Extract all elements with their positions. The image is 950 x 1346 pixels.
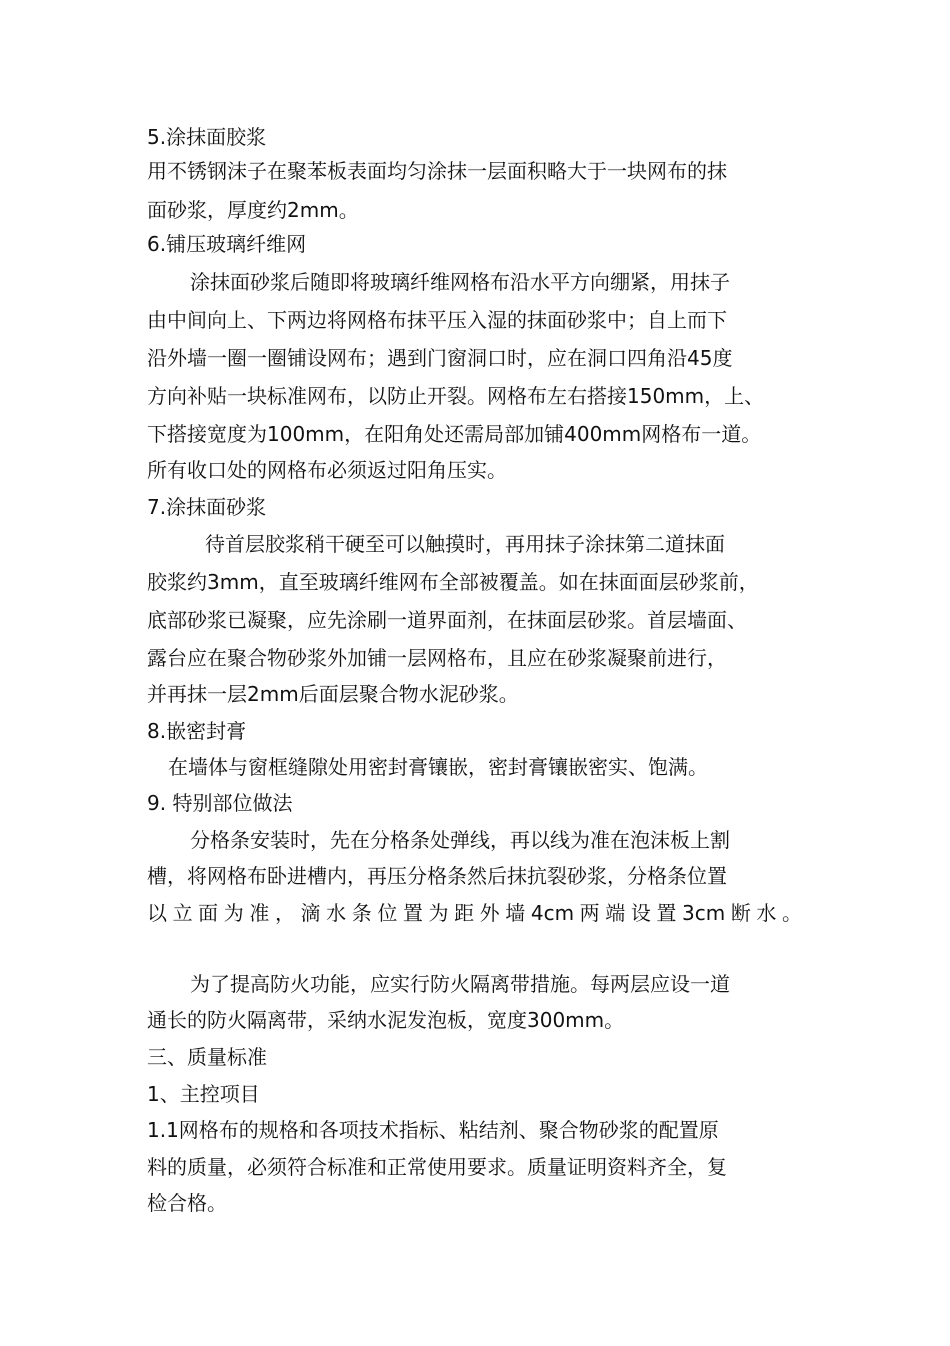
paragraph-line: 由中间向上、下两边将网格布抹平压入湿的抹面砂浆中；自上而下 bbox=[147, 308, 727, 332]
heading-5: 5.涂抹面胶浆 bbox=[147, 125, 267, 149]
subsection-heading: 1、主控项目 bbox=[147, 1082, 260, 1106]
paragraph-line: 面砂浆，厚度约2mm。 bbox=[147, 198, 359, 222]
paragraph-line: 并再抹一层2mm后面层聚合物水泥砂浆。 bbox=[147, 682, 519, 706]
paragraph-line: 涂抹面砂浆后随即将玻璃纤维网格布沿水平方向绷紧，用抹子 bbox=[190, 270, 730, 294]
paragraph-line: 检合格。 bbox=[147, 1191, 227, 1215]
section-heading-quality: 三、质量标准 bbox=[147, 1045, 267, 1069]
heading-6: 6.铺压玻璃纤维网 bbox=[147, 232, 307, 256]
paragraph-line: 待首层胶浆稍干硬至可以触摸时，再用抹子涂抹第二道抹面 bbox=[205, 532, 725, 556]
paragraph-line: 沿外墙一圈一圈铺设网布；遇到门窗洞口时，应在洞口四角沿45度 bbox=[147, 346, 733, 370]
paragraph-line: 下搭接宽度为100mm，在阳角处还需局部加铺400mm网格布一道。 bbox=[147, 422, 762, 446]
paragraph-line: 分格条安装时，先在分格条处弹线，再以线为准在泡沫板上割 bbox=[190, 828, 730, 852]
paragraph-line: 槽，将网格布卧进槽内，再压分格条然后抹抗裂砂浆，分格条位置 bbox=[147, 864, 727, 888]
paragraph-line: 所有收口处的网格布必须返过阳角压实。 bbox=[147, 458, 507, 482]
paragraph-line: 料的质量，必须符合标准和正常使用要求。质量证明资料齐全，复 bbox=[147, 1155, 727, 1179]
paragraph-line: 底部砂浆已凝聚，应先涂刷一道界面剂，在抹面层砂浆。首层墙面、 bbox=[147, 608, 747, 632]
heading-8: 8.嵌密封膏 bbox=[147, 719, 247, 743]
paragraph-line: 在墙体与窗框缝隙处用密封膏镶嵌，密封膏镶嵌密实、饱满。 bbox=[168, 755, 708, 779]
paragraph-line: 通长的防火隔离带，采纳水泥发泡板，宽度300mm。 bbox=[147, 1008, 625, 1032]
heading-9: 9. 特别部位做法 bbox=[147, 791, 293, 815]
paragraph-line: 露台应在聚合物砂浆外加铺一层网格布，且应在砂浆凝聚前进行， bbox=[147, 646, 727, 670]
paragraph-line: 胶浆约3mm，直至玻璃纤维网布全部被覆盖。如在抹面面层砂浆前， bbox=[147, 570, 759, 594]
paragraph-line: 用不锈钢沫子在聚苯板表面均匀涂抹一层面积略大于一块网布的抹 bbox=[147, 159, 727, 183]
heading-7: 7.涂抹面砂浆 bbox=[147, 495, 267, 519]
paragraph-line: 以立面为准，滴水条位置为距外墙4cm两端设置3cm断水。 bbox=[147, 901, 802, 925]
paragraph-line: 为了提高防火功能，应实行防火隔离带措施。每两层应设一道 bbox=[190, 972, 730, 996]
paragraph-line: 方向补贴一块标准网布，以防止开裂。网格布左右搭接150mm，上、 bbox=[147, 384, 765, 408]
paragraph-line: 1.1网格布的规格和各项技术指标、粘结剂、聚合物砂浆的配置原 bbox=[147, 1118, 719, 1142]
